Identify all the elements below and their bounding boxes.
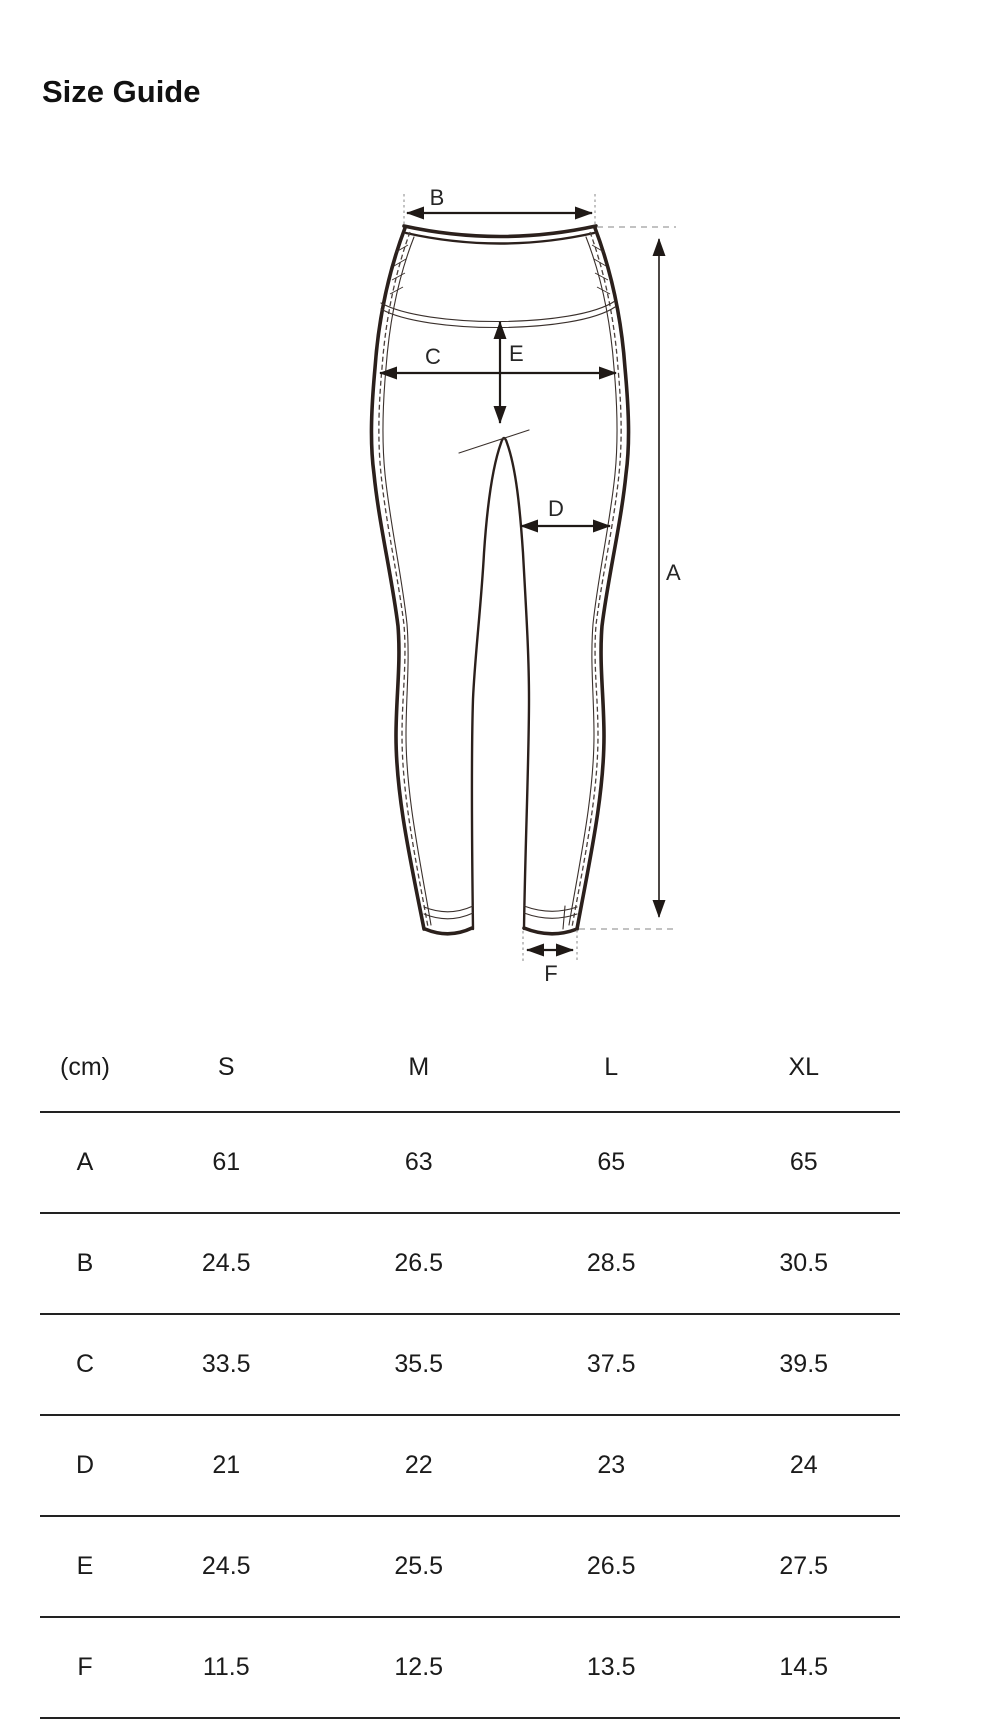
row-label: D: [75, 1451, 95, 1479]
cell-value: 24.5: [201, 1249, 251, 1277]
row-label: E: [76, 1552, 94, 1580]
unit-header: (cm): [60, 1052, 110, 1081]
cell-value: 30.5: [779, 1249, 829, 1277]
measurement-C: [380, 344, 616, 373]
row-label: B: [76, 1249, 94, 1277]
cell-value: 33.5: [201, 1350, 251, 1378]
cell-value: 25.5: [394, 1552, 444, 1580]
cell-value: 61: [212, 1148, 241, 1176]
measure-label-e: E: [509, 341, 524, 366]
cell-value: 23: [597, 1451, 626, 1479]
table-row-c: [40, 1315, 900, 1416]
measure-label-a: A: [666, 560, 681, 585]
cell-value: 21: [212, 1451, 241, 1479]
cell-value: 27.5: [779, 1552, 829, 1580]
table-row-e: [40, 1517, 900, 1618]
cell-value: 37.5: [586, 1350, 636, 1378]
measurement-F: [523, 930, 577, 986]
table-row-b: [40, 1214, 900, 1315]
cell-value: 24: [789, 1451, 818, 1479]
col-header-m: M: [408, 1052, 430, 1081]
cell-value: 26.5: [394, 1249, 444, 1277]
cell-value: 11.5: [202, 1653, 250, 1681]
col-header-s: S: [217, 1052, 235, 1081]
cell-value: 63: [404, 1148, 433, 1176]
row-label: F: [77, 1653, 93, 1681]
cell-value: 13.5: [586, 1653, 636, 1681]
row-label: A: [76, 1148, 94, 1176]
cell-value: 14.5: [779, 1653, 829, 1681]
row-label: C: [75, 1350, 95, 1378]
measure-label-b: B: [429, 185, 445, 210]
table-row-d: [40, 1416, 900, 1517]
measurement-D: [521, 496, 610, 526]
measure-label-d: D: [548, 496, 564, 521]
table-row-f: [40, 1618, 900, 1719]
table-header-row: [40, 1023, 900, 1113]
col-header-l: L: [604, 1052, 619, 1081]
cell-value: 35.5: [394, 1350, 444, 1378]
col-header-xl: XL: [788, 1052, 820, 1081]
seam-hatching: [390, 245, 610, 294]
cell-value: 39.5: [779, 1350, 829, 1378]
cell-value: 28.5: [586, 1249, 636, 1277]
cell-value: 65: [789, 1148, 818, 1176]
measurement-B: [404, 185, 595, 226]
cell-value: 24.5: [201, 1552, 251, 1580]
cell-value: 26.5: [586, 1552, 636, 1580]
size-table: [40, 1023, 900, 1719]
cell-value: 12.5: [394, 1653, 444, 1681]
cell-value: 65: [597, 1148, 626, 1176]
cell-value: 22: [404, 1451, 433, 1479]
table-row-a: [40, 1113, 900, 1214]
measure-label-c: C: [425, 344, 441, 369]
page-title: Size Guide: [42, 74, 201, 109]
measure-label-f: F: [544, 961, 558, 986]
